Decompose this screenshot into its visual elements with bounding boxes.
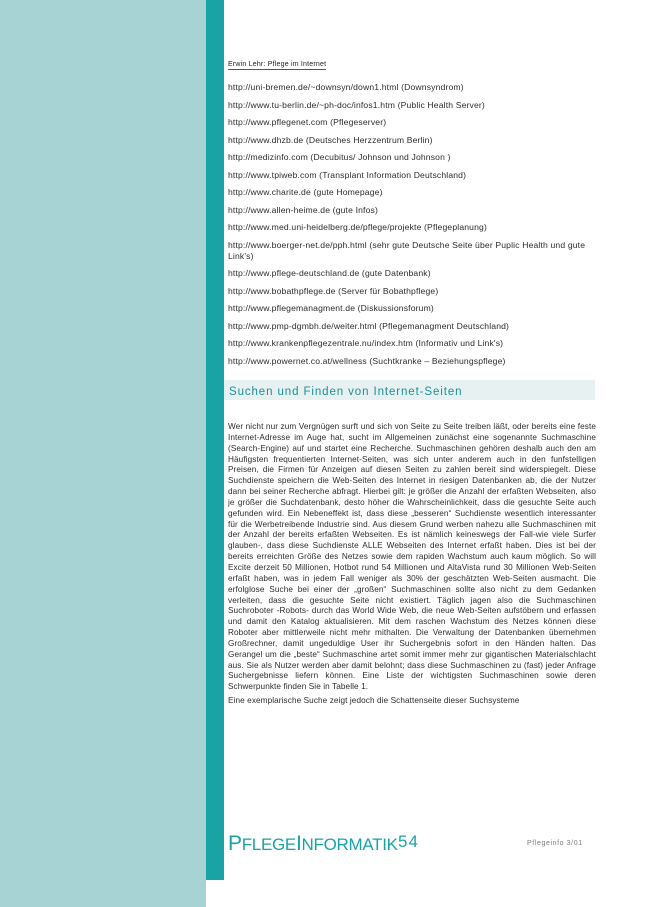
list-item: http://www.pflegemanagment.de (Diskussionsforum) — [228, 303, 434, 313]
list-item: http://medizinfo.com (Decubitus/ Johnson und Johnson ) — [228, 152, 451, 162]
paragraph: Eine exemplarische Suche zeigt jedoch die Schattenseite dieser Suchsysteme — [228, 696, 520, 706]
list-item: http://www.tu-berlin.de/~ph-doc/infos1.htm (Public Health Server) — [228, 99, 485, 110]
brand-initial-p: P — [228, 832, 242, 855]
section-title: Suchen und Finden von Internet-Seiten — [229, 386, 463, 398]
list-item: http://www.powernet.co.at/wellness (Suchtkranke – Beziehungspflege) — [228, 355, 506, 366]
running-head: Erwin Lehr: Pflege im Internet — [228, 61, 327, 68]
list-item: http://www.pflege-deutschland.de (gute Datenbank) — [228, 268, 431, 278]
list-item: http://www.charite.de (gute Homepage) — [228, 187, 383, 197]
issue-label: Pflegeinfo 3/01 — [527, 840, 583, 847]
list-item: http://www.bobathpflege.de (Server für Bobathpflege) — [228, 285, 439, 296]
list-item: http://www.pmp-dgmbh.de/weiter.html (Pflegemanagment Deutschland) — [228, 320, 510, 331]
list-item: http://www.boerger-net.de/pph.html (sehr gute Deutsche Seite über Puplic Health und gute Link's) — [228, 239, 586, 261]
list-item: http://www.pflegenet.com (Pflegeserver) — [228, 117, 387, 127]
list-item: http://www.med.uni-heidelberg.de/pflege/projekte (Pflegeplanung) — [228, 222, 487, 232]
vertical-accent-bar — [206, 0, 224, 880]
page-number: 54 — [398, 832, 419, 851]
bottom-white-strip — [206, 880, 652, 907]
paragraph: Wer nicht nur zum Vergnügen surft und sich von Seite zu Seite treiben läßt, oder bereits eine feste Internet-Adresse im Auge hat, sucht im Allgemeinen zunächst eine sogenannte Suchmaschine (Search-Engine) auf und startet eine Recherche. Suchmaschinen gehören deshalb auch den am Häufigsten frequentierten Internet-Seiten, was sich unter anderem auch in den funfstelligen Preisen, die Firmen für Anzeigen auf diesen Seiten zu zahlen bereit sind widerspiegelt. Diese Suchdienste speichern die Web-Seiten des Internet in riesigen Datenbanken ab, die der Nutzer dann bei seiner Recherche abfragt. Hierbei gilt: je größer die Anzahl der erfaßten Webseiten, also je größer die Suchdatenbank, desto höher die Wahrscheinlichkeit, dass die gesuchte Seite auch gefunden wird. Ein Nebeneffekt ist, dass diese „besseren“ Suchdienste wesentlich interessanter für die Werbetreibende Industrie sind. Aus diesem Grund werben nahezu alle Suchmaschinen mit der Anzahl der bereits erfaßten Webseiten. Es ist nämlich keineswegs der Fall-wie viele Surfer glauben-, dass diese Suchdienste ALLE Webseiten des Internet erfaßt haben. Dies ist bei der bereits erreichten Größe des Netzes sowie dem rapiden Wachstum auch kaum möglich. So will Excite derzeit 50 Millionen, Hotbot rund 54 Millionen und AltaVista rund 30 Millionen Web-Seiten erfaßt haben, was in jedem Fall weniger als 30% der geschätzten Web-Seiten ausmacht. Die erfolglose Suche bei einer der „großen“ Suchmaschinen sollte also nicht zu dem Gedanken verleiten, dass die gesuchte Seite nicht existiert. Täglich jagen also die Suchmaschinen Suchroboter -Robots- durch das World Wide Web, die neue Web-Seiten aufstöbern und erfassen und damit den Katalog aktualisieren. Mit dem raschen Wachstum des Netzes können diese Roboter aber mittlerweile nicht mehr mithalten. Die Verwaltung der Datenbanken übernehmen Großrechner, damit ungeduldige User ihr Suchergebnis sofort in den Händen halten. Das Gerangel um die „beste“ Suchmaschine artet somit immer mehr zur gigantischen Materialschlacht aus. Sie als Nutzer werden aber damit belohnt; dass diese Suchmaschinen zu (fast) jeder Anfrage Suchergebnisse liefern können. Eine Liste der wichtigsten Suchmaschinen sowie deren Schwerpunkte finden Sie in Tabelle 1. — [228, 422, 596, 692]
brand-initial-i: I — [295, 832, 302, 855]
footer-brand — [228, 832, 398, 856]
brand-part-nformatik: NFORMATIK — [301, 835, 398, 854]
list-item: http://www.allen-heime.de (gute Infos) — [228, 204, 378, 215]
link-list — [228, 82, 598, 373]
body-text — [228, 422, 596, 710]
left-margin-band — [0, 0, 206, 907]
list-item: http://uni-bremen.de/~downsyn/down1.html (Downsyndrom) — [228, 82, 464, 92]
list-item: http://www.krankenpflegezentrale.nu/index.htm (Informativ und Link's) — [228, 338, 504, 348]
list-item: http://www.tpiweb.com (Transplant Information Deutschland) — [228, 169, 467, 180]
brand-part-flege: FLEGE — [241, 835, 296, 854]
list-item: http://www.dhzb.de (Deutsches Herzzentrum Berlin) — [228, 134, 433, 145]
